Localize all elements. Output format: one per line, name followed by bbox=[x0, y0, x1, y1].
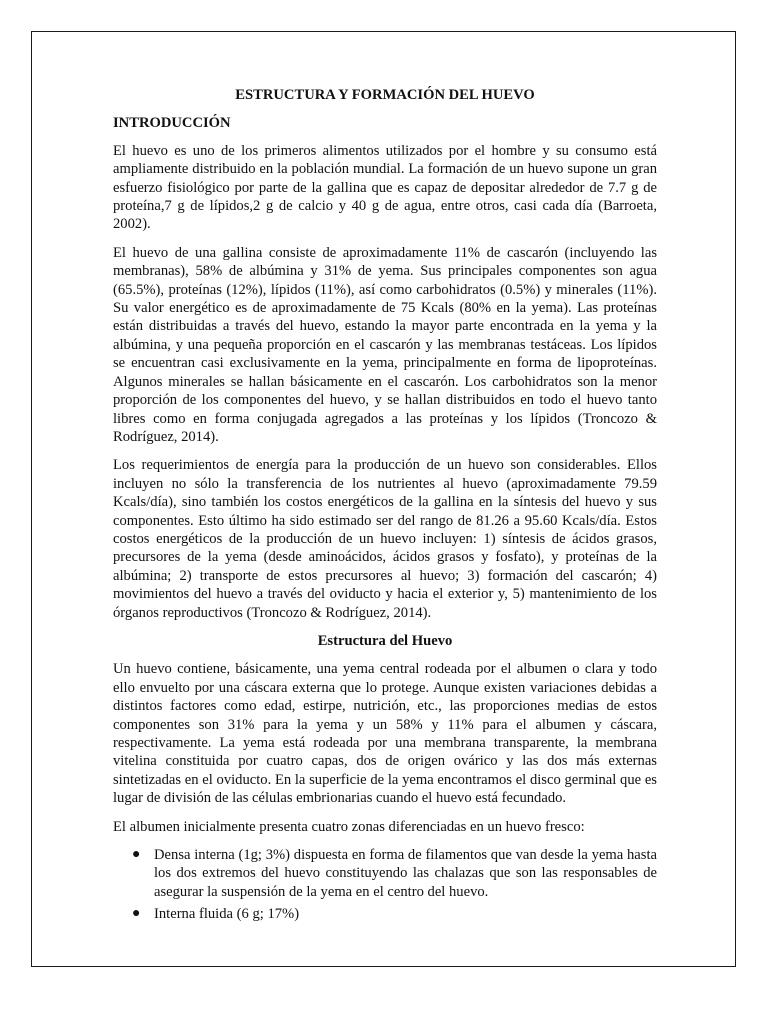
structure-paragraph-2: El albumen inicialmente presenta cuatro zonas diferenciadas en un huevo fresco: bbox=[113, 818, 585, 835]
intro-heading: INTRODUCCIÓN bbox=[113, 115, 231, 132]
bullet-icon: ● bbox=[132, 906, 141, 922]
albumen-zones-list bbox=[113, 846, 657, 924]
intro-paragraph-1: El huevo es uno de los primeros alimentos utilizados por el hombre y su consumo está ampliamente distribuido en la población mundial. La formación de un huevo supone un gran esfuerzo fisiológico por parte de la gallina que es capaz de depositar alrededor de 7.7 g de proteína,7 g de lípidos,2 g de calcio y 40 g de agua, entre otros, casi cada día (Barroeta, 2002). bbox=[113, 142, 657, 233]
intro-paragraph-2: El huevo de una gallina consiste de aproximadamente 11% de cascarón (incluyendo las membranas), 58% de albúmina y 31% de yema. Sus principales componentes son agua (65.5%), proteínas (12%), lípidos (11%), así como carbohidratos (0.5%) y minerales (11%). Su valor energético es de aproximadamente de 75 Kcals (80% en la yema). Las proteínas están distribuidas a través del huevo, estando la mayor parte encontrada en la yema y la albúmina, y una pequeña proporción en el cascarón y las membranas testáceas. Los lípidos se encuentran casi exclusivamente en la yema, principalmente en forma de lipoproteínas. Algunos minerales se hallan básicamente en el cascarón. Los carbohidratos son la menor proporción de los componentes del huevo, y se hallan distribuidos en todo el huevo tanto libres como en forma conjugada agregados a las proteínas y los lípidos (Troncozo & Rodríguez, 2014). bbox=[113, 244, 657, 445]
structure-heading: Estructura del Huevo bbox=[317, 632, 453, 649]
structure-paragraph-1: Un huevo contiene, básicamente, una yema central rodeada por el albumen o clara y todo ello envuelto por una cáscara externa que lo protege. Aunque existen variaciones debidas a distintos factores como edad, estirpe, nutrición, etc., las proporciones medias de estos componentes son 31% para la yema y un 58% y 11% para el albumen y cáscara, respectivamente. La yema está rodeada por una membrana transparente, la membrana vitelina constituida por cuatro capas, dos de origen ovárico y las dos más externas sintetizadas en el oviducto. En la superficie de la yema encontramos el disco germinal que es lugar de división de las células embrionarias cuando el huevo está fecundado. bbox=[113, 661, 657, 807]
list-item bbox=[113, 846, 657, 901]
list-item-text: Densa interna (1g; 3%) dispuesta en forma de filamentos que van desde la yema hasta los dos extremos del huevo constituyendo las chalazas que son las responsables de asegurar la suspensión de la yema en el centro del huevo. bbox=[154, 847, 657, 900]
list-item-text: Interna fluida (6 g; 17%) bbox=[154, 906, 300, 923]
document-body bbox=[113, 86, 657, 928]
list-item bbox=[113, 905, 657, 923]
document-title: ESTRUCTURA Y FORMACIÓN DEL HUEVO bbox=[235, 87, 535, 103]
bullet-icon: ● bbox=[132, 847, 141, 863]
intro-paragraph-3: Los requerimientos de energía para la producción de un huevo son considerables. Ellos incluyen no sólo la transferencia de los nutrientes al huevo (aproximadamente 79.59 Kcals/día), sino también los costos energéticos de la gallina en la síntesis del huevo y sus componentes. Esto último ha sido estimado ser del rango de 81.26 a 95.60 Kcals/día. Estos costos energéticos de la producción de un huevo incluyen: 1) síntesis de ácidos grasos, precursores de la yema (desde aminoácidos, ácidos grasos y fosfato), y proteínas de la albúmina; 2) transporte de estos precursores al huevo; 3) formación del cascarón; 4) movimientos del huevo a través del oviducto y hacia el exterior y, 5) mantenimiento de los órganos reproductivos (Troncozo & Rodríguez, 2014). bbox=[113, 457, 657, 621]
